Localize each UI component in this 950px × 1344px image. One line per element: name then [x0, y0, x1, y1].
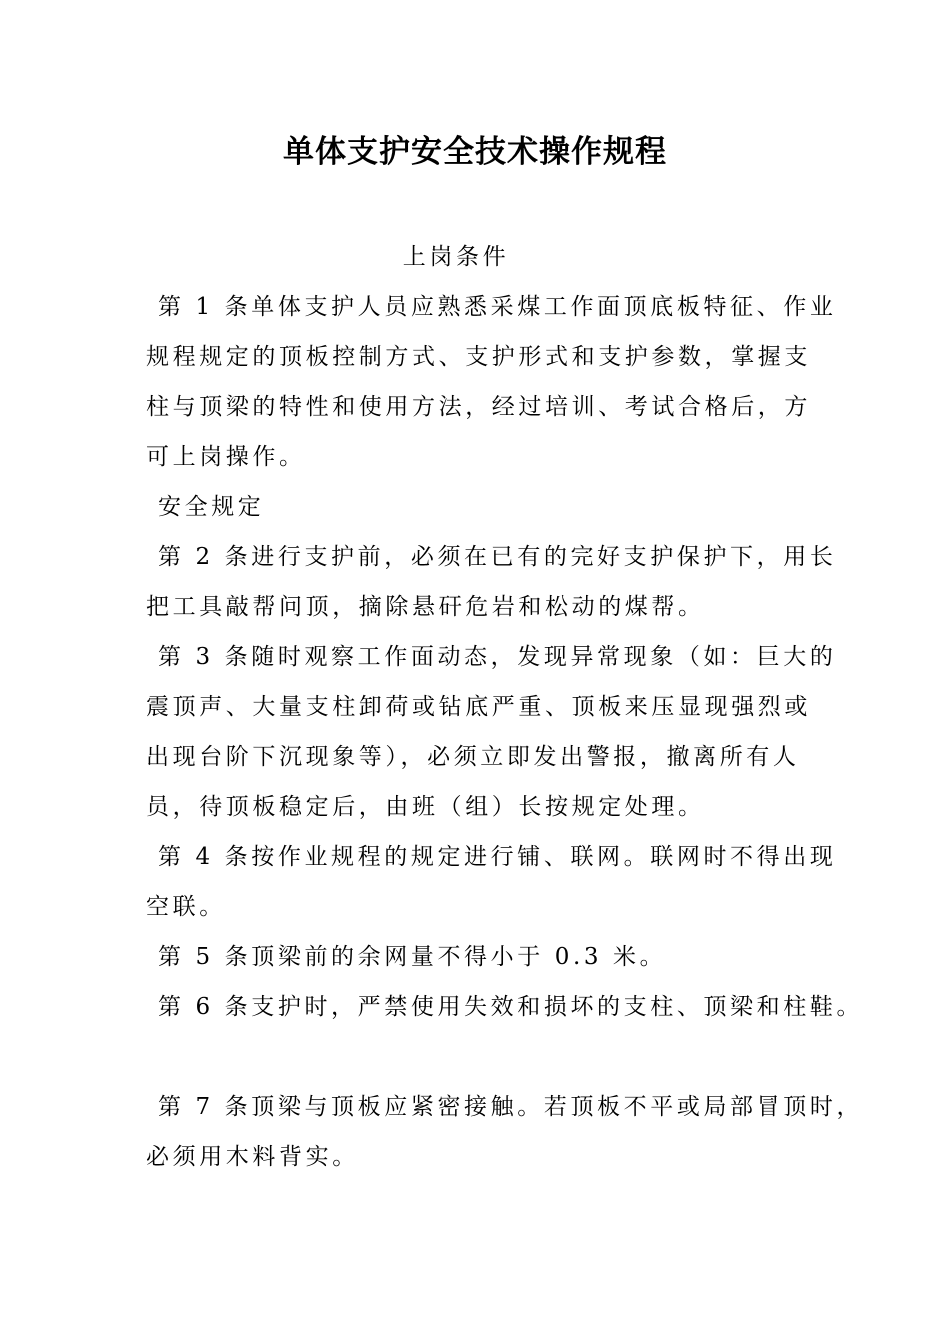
article-3-line-4: 员，待顶板稳定后，由班（组）长按规定处理。 — [146, 794, 705, 820]
article-7-line-2: 必须用木料背实。 — [146, 1144, 359, 1170]
article-3-line-2: 震顶声、大量支柱卸荷或钻底严重、顶板来压显现强烈或 — [146, 694, 811, 720]
article-2-line-2: 把工具敲帮问顶，摘除悬矸危岩和松动的煤帮。 — [146, 594, 705, 620]
article-1-line-3: 柱与顶梁的特性和使用方法，经过培训、考试合格后，方 — [146, 394, 811, 420]
article-1-line-1: 第 1 条单体支护人员应熟悉采煤工作面顶底板特征、作业 — [158, 294, 837, 320]
section-heading-safety-rules: 安全规定 — [158, 494, 265, 520]
paragraph-gap — [146, 1032, 826, 1082]
article-5-line-1: 第 5 条顶梁前的余网量不得小于 0.3 米。 — [158, 944, 667, 970]
article-4-line-1: 第 4 条按作业规程的规定进行铺、联网。联网时不得出现 — [158, 844, 837, 870]
article-7-line-1: 第 7 条顶梁与顶板应紧密接触。若顶板不平或局部冒顶时， — [158, 1094, 864, 1120]
article-1-line-2: 规程规定的顶板控制方式、支护形式和支护参数，掌握支 — [146, 344, 811, 370]
article-3-line-3: 出现台阶下沉现象等），必须立即发出警报，撤离所有人 — [146, 744, 800, 770]
document-body — [146, 232, 864, 1182]
article-4-line-2: 空联。 — [146, 894, 226, 920]
article-6-line-1: 第 6 条支护时，严禁使用失效和损坏的支柱、顶梁和柱鞋。 — [158, 994, 864, 1020]
document-title: 单体支护安全技术操作规程 — [283, 134, 667, 170]
section-heading-qualifications: 上岗条件 — [402, 244, 510, 270]
article-3-line-1: 第 3 条随时观察工作面动态，发现异常现象（如：巨大的 — [158, 644, 837, 670]
article-1-line-4: 可上岗操作。 — [146, 444, 306, 470]
article-2-line-1: 第 2 条进行支护前，必须在已有的完好支护保护下，用长 — [158, 544, 837, 570]
